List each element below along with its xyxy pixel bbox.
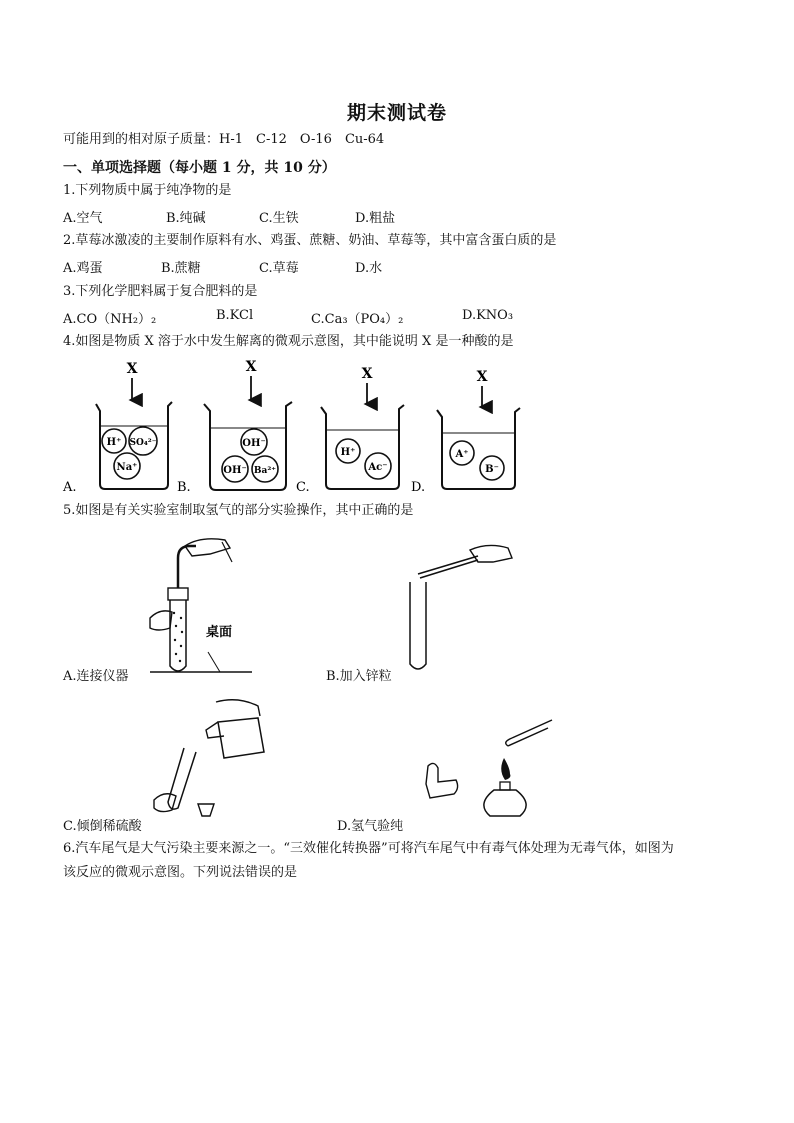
question-3-option-a: A.CO（NH₂）₂ <box>63 312 157 327</box>
beaker-b-label: B. <box>177 480 191 495</box>
question-2-stem: 2.草莓冰激凌的主要制作原料有水、鸡蛋、蔗糖、奶油、草莓等，其中富含蛋白质的是 <box>63 233 557 248</box>
fig-add-zinc <box>398 540 528 680</box>
question-3-option-c: C.Ca₃（PO₄）₂ <box>311 312 404 327</box>
question-3-option-d: D.KNO₃ <box>462 308 514 323</box>
atomic-mass-note: 可能用到的相对原子质量：H-1 C-12 O-16 Cu-64 <box>63 132 385 147</box>
beaker-c-x-label: X <box>361 366 373 382</box>
beaker-a-x-label: X <box>126 361 138 377</box>
ion-oh-2: OH⁻ <box>223 465 247 476</box>
beaker-diagram <box>60 356 540 498</box>
ion-a-plus: A⁺ <box>455 449 469 460</box>
question-3-stem: 3.下列化学肥料属于复合肥料的是 <box>63 284 258 299</box>
page-title: 期末测试卷 <box>346 102 447 124</box>
question-5-stem: 5.如图是有关实验室制取氢气的部分实验操作，其中正确的是 <box>63 503 414 518</box>
question-2-option-c: C.草莓 <box>259 261 299 276</box>
question-4-stem: 4.如图是物质 X 溶于水中发生解离的微观示意图，其中能说明 X 是一种酸的是 <box>63 334 514 349</box>
question-5-option-a: A.连接仪器 <box>63 669 129 684</box>
ion-ba: Ba²⁺ <box>253 466 277 476</box>
beaker-a-label: A. <box>63 480 77 495</box>
beaker-d <box>437 369 520 489</box>
section-heading: 一、单项选择题（每小题 1 分，共 10 分） <box>63 160 336 176</box>
ion-sulfate: SO₄²⁻ <box>129 438 157 448</box>
ion-h-plus: H⁺ <box>106 437 122 448</box>
question-2-option-b: B.蔗糖 <box>161 261 201 276</box>
beaker-d-x-label: X <box>476 369 488 385</box>
ion-ac: Ac⁻ <box>368 462 388 473</box>
fig-hydrogen-test <box>416 718 556 830</box>
question-2-option-d: D.水 <box>355 261 383 276</box>
question-1-option-a: A.空气 <box>63 211 103 226</box>
question-5-option-c: C.倾倒稀硫酸 <box>63 819 142 834</box>
beaker-a <box>96 361 172 489</box>
fig-pour-acid <box>148 692 278 832</box>
question-1-option-c: C.生铁 <box>259 211 299 226</box>
question-2-option-a: A.鸡蛋 <box>63 261 103 276</box>
beaker-b-x-label: X <box>245 359 257 375</box>
ion-oh-1: OH⁻ <box>242 438 266 449</box>
ion-h-plus-c: H⁺ <box>340 447 356 458</box>
question-6-stem-line1: 6.汽车尾气是大气污染主要来源之一。“三效催化转换器”可将汽车尾气中有毒气体处理为无毒气体，如图为 <box>63 841 674 856</box>
beaker-c <box>321 366 404 489</box>
table-label: 桌面 <box>206 625 233 640</box>
ion-b-minus: B⁻ <box>485 464 499 475</box>
question-5-option-d: D.氢气验纯 <box>337 819 404 834</box>
question-3-option-b: B.KCl <box>216 308 254 323</box>
fig-connect-apparatus <box>130 528 260 680</box>
question-5-option-b: B.加入锌粒 <box>326 669 392 684</box>
beaker-b <box>204 359 292 490</box>
question-1-option-d: D.粗盐 <box>355 211 396 226</box>
question-1-stem: 1.下列物质中属于纯净物的是 <box>63 183 232 198</box>
ion-na-plus: Na⁺ <box>116 462 138 473</box>
beaker-d-label: D. <box>411 480 426 495</box>
question-1-option-b: B.纯碱 <box>166 211 206 226</box>
beaker-c-label: C. <box>296 480 310 495</box>
question-6-stem-line2: 该反应的微观示意图。下列说法错误的是 <box>63 865 298 880</box>
